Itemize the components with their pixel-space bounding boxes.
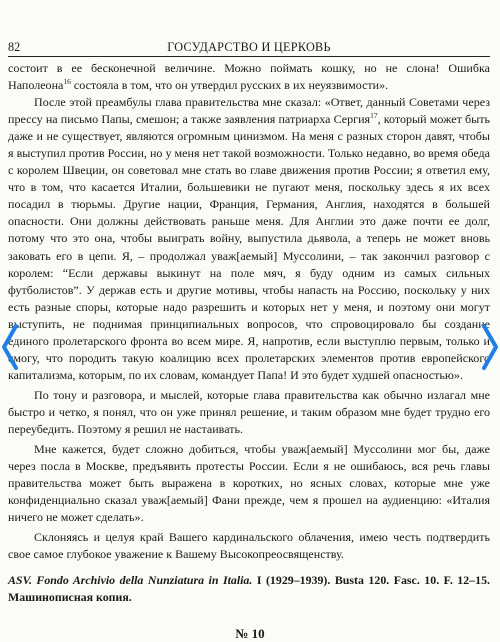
paragraph: [8, 60, 490, 94]
paragraph-text: После этой преамбулы глава правительства мне сказал: «Ответ, данный Советами через прессу на письмо Папы, смешон; а также заявления патриарха Сергия: [8, 95, 490, 127]
footnote-ref[interactable]: 17: [370, 111, 378, 121]
source-citation: [8, 572, 490, 605]
source-archive: ASV. Fondo Archivio della Nunziatura in Italia.: [8, 573, 253, 587]
paragraph-text: Склоняясь и целуя край Вашего кардинальского облачения, имею честь подтвердить свое самое глубокое уважение к Вашему Высокопреосвященству.: [8, 530, 490, 562]
paragraph-text: По тону и разговора, и мыслей, которые глава правительства как обычно излагал мне быстро и четко, я понял, что он уже принял решение, и таким образом мне будет трудно его переубедить. Поэтому я решил не настаивать.: [8, 387, 490, 436]
previous-page-button[interactable]: [0, 322, 22, 372]
paragraph-text: Мне кажется, будет сложно добиться, чтобы уваж[аемый] Муссолини мог бы, даже через посла в Москве, предъявить протесты России. Если я не ошибаюсь, вся речь главы правительства может быть выражена в коротких, но ясных словах, которые мне уже конфиденциально сказал уваж[аемый] Фани прежде, чем я прошел на аудиенцию: «Италия ничего не может сделать».: [8, 442, 490, 525]
next-page-button[interactable]: [478, 322, 500, 372]
chevron-left-icon: [0, 322, 22, 372]
source-details: I (1929–1939). Busta 120. Fasc. 10. F. 12–15. Машинописная копия.: [8, 573, 490, 604]
page-header: [8, 36, 490, 57]
running-title: ГОСУДАРСТВО И ЦЕРКОВЬ: [167, 40, 331, 54]
chevron-right-icon: [478, 322, 500, 372]
paragraph-text: состояла в том, что он утвердил русских в их неуязвимости».: [70, 78, 389, 93]
paragraph: [8, 94, 490, 384]
footnote-ref[interactable]: 16: [63, 77, 71, 87]
paragraph-text: состоит в ее бесконечной величине. Можно поймать кошку, но не слона! Ошибка Наполеона: [8, 61, 490, 93]
paragraph-text: , который может быть даже и не существует, являются огромным цинизмом. На меня с разных сторон давят, чтобы я выступил против России, но у меня нет такой возможности. Только недавно, во время обеда с королем Швеции, он советовал мне стать во главе движения против России; я ответил ему, что в том, что касается Италии, большевики не пугают меня, поскольку здесь я их всех посадил в тюрьмы. Другие нации, Франция, Германия, Англия, находятся в большей опасности. Они должны действовать раньше меня. Для Англии это даже почти ее долг, потому что это она, чтобы выиграть войну, выпустила дьявола, а теперь не может вновь заковать его в цепи. Я, – продолжал уваж[аемый] Муссолини, – так закончил разговор с королем: “Если державы выкинут на поле мяч, я буду одним из самых сильных футболистов”. У держав есть и другие мотивы, чтобы напасть на Россию, поскольку у них есть разные споры, которые надо разрешить и которых нет у меня, и поэтому они могут выступить, не поднимая принципиальных вопросов, что спровоцировало бы создание единого пролетарского фронта во всем мире. Я, напротив, если выступлю первым, только и смогу, что породить такую коалицию всех пролетарских элементов против европейского капитализма, которым, по их словам, командует Папа! И это будет худшей опасностью».: [8, 112, 490, 382]
paragraph: [8, 387, 490, 438]
page-number: 82: [8, 40, 21, 54]
paragraph: [8, 441, 490, 526]
page-body: [8, 60, 490, 563]
document-number: № 10: [235, 626, 265, 641]
paragraph: [8, 529, 490, 563]
